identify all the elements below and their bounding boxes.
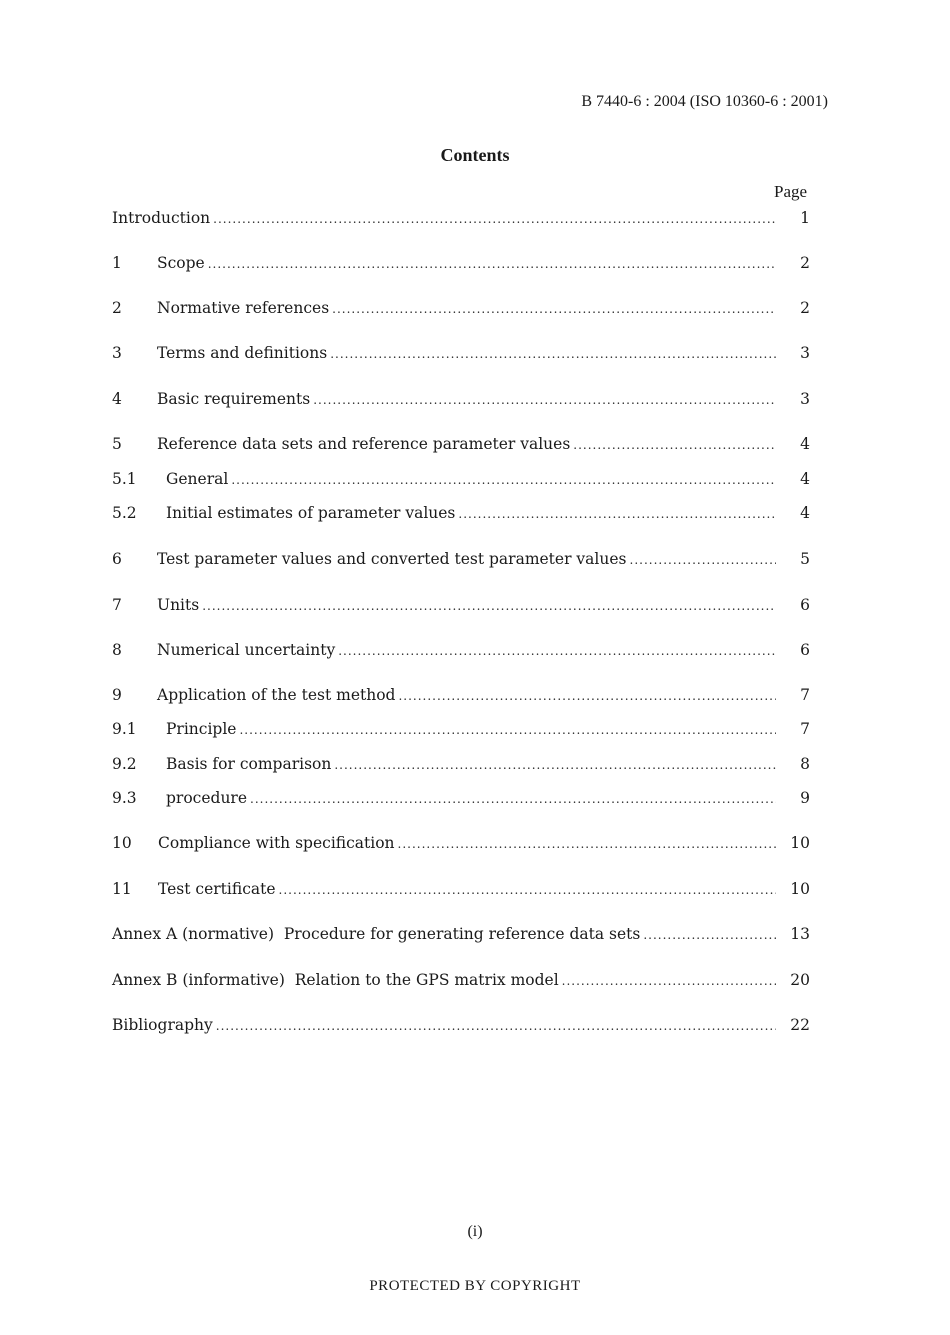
- leader-dots: [338, 644, 776, 658]
- toc-entry-page: 9: [800, 789, 810, 807]
- toc-entry-title: Introduction: [112, 209, 211, 227]
- leader-dots: [330, 347, 776, 361]
- toc-entry-page: 3: [800, 344, 810, 362]
- toc-entry-title: Initial estimates of parameter values: [166, 504, 456, 522]
- page-column-label: Page: [774, 182, 808, 201]
- toc-entry-title: Normative references: [157, 299, 330, 317]
- leader-dots: [231, 473, 776, 487]
- toc-entry-test-certificate[interactable]: [112, 880, 810, 904]
- toc-entry-number: 6: [112, 550, 122, 568]
- leader-dots: [562, 974, 776, 988]
- toc-entry-title: Scope: [157, 254, 205, 272]
- toc-entry-title: Reference data sets and reference parameter values: [157, 435, 571, 453]
- leader-dots: [279, 883, 776, 897]
- toc-entry-page: 4: [800, 470, 810, 488]
- toc-entry-number: 1: [112, 254, 122, 272]
- toc-entry-number: 7: [112, 596, 122, 614]
- toc-entry-number: 11: [112, 880, 132, 898]
- toc-entry-page: 6: [800, 596, 810, 614]
- toc-entry-number: 4: [112, 390, 122, 408]
- toc-entry-page: 10: [790, 880, 810, 898]
- toc-entry-number: 2: [112, 299, 122, 317]
- leader-dots: [398, 837, 776, 851]
- leader-dots: [239, 723, 776, 737]
- toc-entry-title: Annex A (normative) Procedure for generating reference data sets: [112, 925, 641, 943]
- standard-reference: B 7440-6 : 2004 (ISO 10360-6 : 2001): [581, 93, 828, 110]
- toc-entry-title: Compliance with specification: [158, 834, 395, 852]
- toc-entry-title: Application of the test method: [157, 686, 396, 704]
- toc-entry-numerical-uncertainty[interactable]: [112, 641, 810, 665]
- toc-entry-number: 9.3: [112, 789, 137, 807]
- toc-entry-bibliography[interactable]: [112, 1016, 810, 1040]
- toc-entry-number: 9.2: [112, 755, 137, 773]
- toc-entry-general[interactable]: [112, 470, 810, 494]
- toc-entry-initial-estimates[interactable]: [112, 504, 810, 528]
- toc-entry-scope[interactable]: [112, 254, 810, 278]
- leader-dots: [216, 1019, 776, 1033]
- leader-dots: [630, 553, 777, 567]
- toc-entry-normative-references[interactable]: [112, 299, 810, 323]
- toc-entry-page: 7: [800, 686, 810, 704]
- toc-entry-title: Numerical uncertainty: [157, 641, 336, 659]
- toc-entry-page: 6: [800, 641, 810, 659]
- toc-entry-introduction[interactable]: [112, 209, 810, 233]
- toc-entry-basis-for-comparison[interactable]: [112, 755, 810, 779]
- leader-dots: [213, 212, 776, 226]
- toc-entry-page: 4: [800, 435, 810, 453]
- toc-entry-test-parameter-values[interactable]: [112, 550, 810, 574]
- toc-entry-title: Bibliography: [112, 1016, 213, 1034]
- toc-entry-page: 4: [800, 504, 810, 522]
- toc-entry-number: 9: [112, 686, 122, 704]
- leader-dots: [573, 438, 776, 452]
- toc-entry-title: Annex B (informative) Relation to the GPS matrix model: [112, 971, 559, 989]
- leader-dots: [398, 689, 776, 703]
- leader-dots: [208, 257, 776, 271]
- toc-entry-reference-data-sets[interactable]: [112, 435, 810, 459]
- toc-entry-number: 10: [112, 834, 132, 852]
- toc-entry-annex-b[interactable]: [112, 971, 810, 995]
- toc-entry-title: Units: [157, 596, 200, 614]
- leader-dots: [250, 792, 776, 806]
- toc-entry-compliance[interactable]: [112, 834, 810, 858]
- toc-entry-page: 2: [800, 254, 810, 272]
- toc-entry-application[interactable]: [112, 686, 810, 710]
- toc-entry-number: 3: [112, 344, 122, 362]
- toc-entry-page: 20: [790, 971, 810, 989]
- toc-entry-page: 13: [790, 925, 810, 943]
- toc-entry-number: 5.2: [112, 504, 137, 522]
- toc-entry-title: Principle: [166, 720, 237, 738]
- toc-entry-terms-and-definitions[interactable]: [112, 344, 810, 368]
- toc-entry-title: Terms and definitions: [157, 344, 328, 362]
- leader-dots: [458, 507, 776, 521]
- toc-entry-basic-requirements[interactable]: [112, 390, 810, 414]
- toc-entry-number: 9.1: [112, 720, 137, 738]
- toc-entry-title: Test certificate: [158, 880, 276, 898]
- toc-entry-page: 3: [800, 390, 810, 408]
- toc-entry-page: 1: [800, 209, 810, 227]
- toc-entry-page: 2: [800, 299, 810, 317]
- leader-dots: [202, 599, 776, 613]
- leader-dots: [332, 302, 776, 316]
- toc-entry-title: Basis for comparison: [166, 755, 332, 773]
- toc-entry-title: General: [166, 470, 229, 488]
- toc-entry-page: 7: [800, 720, 810, 738]
- toc-entry-procedure[interactable]: [112, 789, 810, 813]
- toc-entry-number: 5: [112, 435, 122, 453]
- leader-dots: [334, 758, 776, 772]
- toc-entry-principle[interactable]: [112, 720, 810, 744]
- leader-dots: [643, 928, 776, 942]
- toc-entry-units[interactable]: [112, 596, 810, 620]
- toc-entry-annex-a[interactable]: [112, 925, 810, 949]
- toc-entry-number: 8: [112, 641, 122, 659]
- toc-entry-number: 5.1: [112, 470, 137, 488]
- toc-entry-title: procedure: [166, 789, 248, 807]
- toc-entry-page: 22: [790, 1016, 810, 1034]
- page-number: (i): [467, 1223, 483, 1240]
- toc-entry-page: 8: [800, 755, 810, 773]
- copyright-footer: PROTECTED BY COPYRIGHT: [369, 1278, 581, 1294]
- leader-dots: [313, 393, 776, 407]
- page-title: Contents: [440, 145, 510, 165]
- toc-entry-page: 10: [790, 834, 810, 852]
- toc-entry-title: Test parameter values and converted test parameter values: [157, 550, 627, 568]
- toc-entry-title: Basic requirements: [157, 390, 311, 408]
- toc-entry-page: 5: [800, 550, 810, 568]
